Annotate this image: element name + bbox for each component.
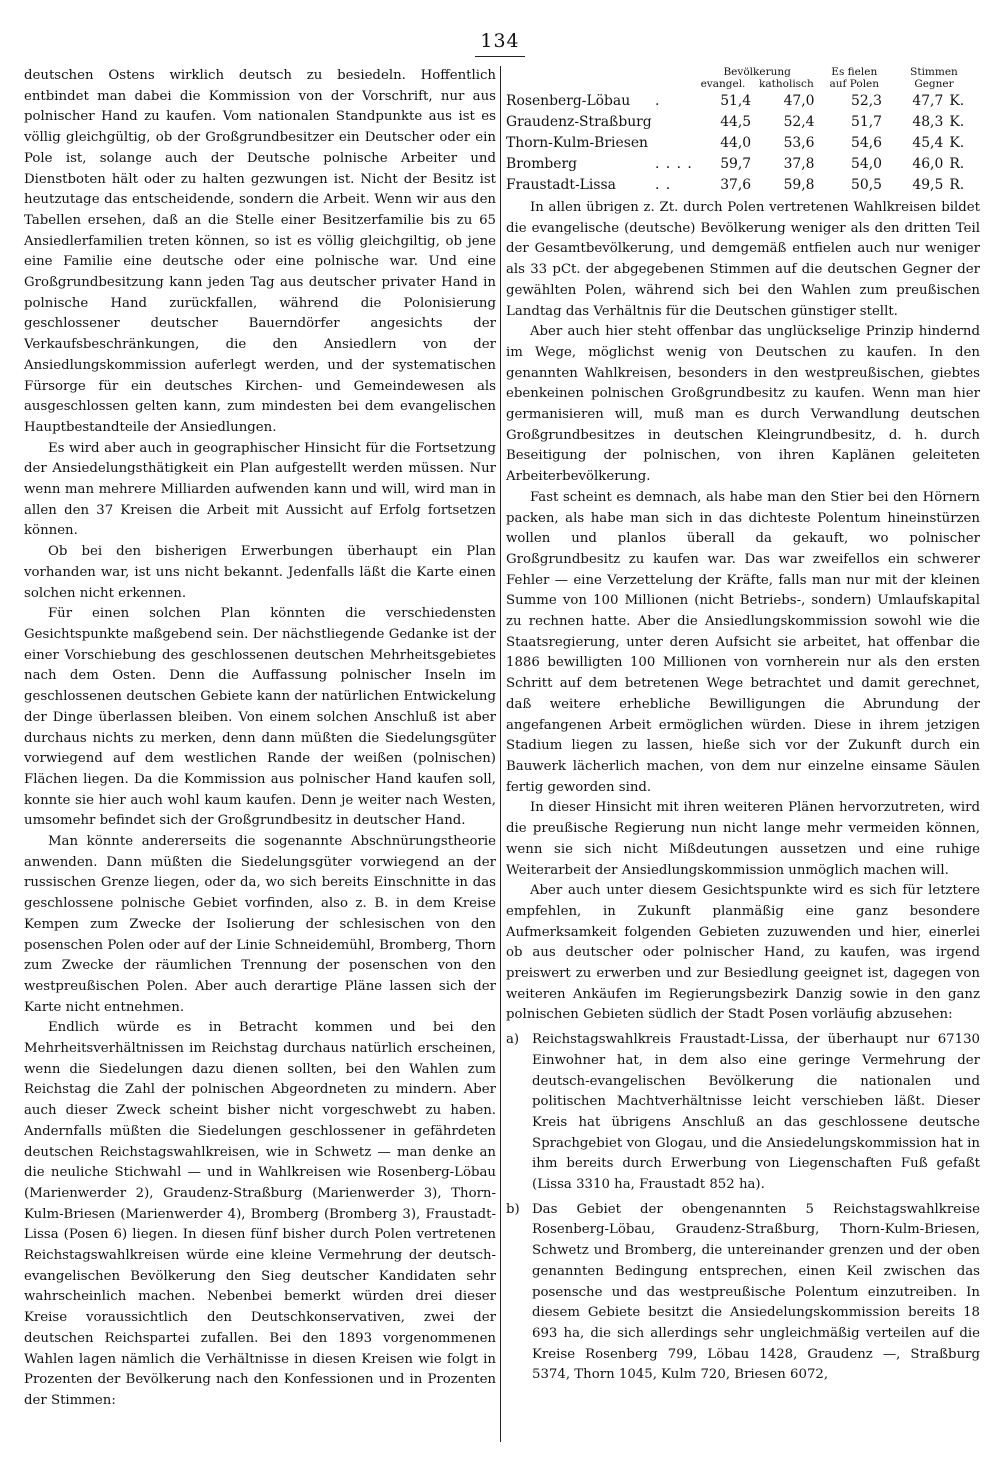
right-column xyxy=(506,66,980,1386)
header-group-label: Stimmen xyxy=(910,66,958,78)
list-item xyxy=(506,1030,980,1196)
evang-value: 44,5 xyxy=(720,114,752,130)
table-row xyxy=(506,175,980,196)
district-name: Thorn-Kulm-Briesen xyxy=(506,135,648,151)
evang-value: 37,6 xyxy=(720,177,752,193)
district-name: Rosenberg-Löbau xyxy=(506,93,631,109)
party-value: K. xyxy=(949,114,965,130)
header-sub-label: auf Polen xyxy=(829,78,880,90)
paragraph: Ob bei den bisherigen Erwerbungen überhaupt ein Plan vorhanden war, ist uns nicht bekannt. Jedenfalls läßt die Karte einen solchen nicht erkennen. xyxy=(24,544,496,601)
leader-dots: . . xyxy=(654,177,672,193)
paragraph: Für einen solchen Plan könnten die verschiedensten Gesichtspunkte maßgebend sein. Der nächstliegende Gedanke ist der einer Vorschiebung des geschlossenen deutschen Mehrheitsgebietes nach dem Osten. Denn die Auffassung polnischer Inseln im geschlossenen deutschen Gebiete kann der natürlichen Entwickelung der Dinge überlassen bleiben. Von einem solchen Anschluß ist aber durchaus nichts zu merken, denn dann müßten die Siedelungsgüter vorwiegend auf dem westlichen Rande der weißen (polnischen) Flächen liegen. Da die Kommission aus polnischer Hand kaufen soll, konnte sie hier auch wohl kaum kaufen. Denn je weiter nach Westen, umsomehr befindet sich der Großgrundbesitz in deutscher Hand. xyxy=(24,606,496,829)
header-group-label: Es fielen xyxy=(831,66,878,78)
header-sub-label: Gegner xyxy=(914,78,954,90)
paragraph: Fast scheint es demnach, als habe man den Stier bei den Hörnern packen, als habe man sich in das dichteste Polentum hineinstürzen wollen und planlos überall da gekauft, wo polnischer Großgrundbesitz zu kaufen war. Das war zweifellos ein schwerer Fehler — eine Verzettelung der Kräfte, falls man nur mit der kleinen Summe von 100 Millionen (nicht Betriebs-, sondern) Umlaufskapital zu rechnen hatte. Aber die Ansiedlungskommission sowohl wie die Staatsregierung, unter deren Aufsicht sie arbeitet, hat offenbar die 1886 bewilligten 100 Millionen von vornherein nur als den ersten Schritt auf dem betretenen Wege betrachtet und damit gerechnet, daß weitere erhebliche Bewilligungen die Abrundung der angefangenen Arbeit ermöglichen würden. Diese in ihrem jetzigen Stadium liegen zu lassen, hieße sich vor der Zukunft durch ein Bauwerk lächerlich machen, von dem nur einzelne einsame Säulen fertig geworden sind. xyxy=(506,489,980,795)
list-item-text: Reichstagswahlkreis Fraustadt-Lissa, der überhaupt nur 67130 Einwohner hat, in dem also eine geringe Vermehrung der deutsch-evangelischen Bevölkerung die nationalen und politischen Machtverhältnisse leicht verschieben läßt. Dieser Kreis hat übrigens Anschluß an das geschlossene deutsche Sprachgebiet von Glogau, und die Ansiedelungskommission hat in ihm bereits durch Erwerbung von Liegenschaften Fuß gefaßt (Lissa 3310 ha, Fraustadt 852 ha). xyxy=(532,1032,980,1193)
gegner-value: 46,0 xyxy=(912,156,944,172)
gegner-value: 45,4 xyxy=(912,135,944,151)
page-number-rule xyxy=(475,56,525,57)
polen-value: 54,6 xyxy=(851,135,882,151)
gegner-value: 47,7 xyxy=(912,93,944,109)
paragraph: Man könnte andererseits die sogenannte Abschnürungstheorie anwenden. Dann müßten die Siedelungsgüter vorwiegend an der russischen Grenze liegen, oder da, wo sich bereits Einschnitte in das geschlossene polnische Gebiet vorfinden, also z. B. in dem Kreise Kempen zum Zwecke der Isolierung der schlesischen von den posenschen Polen oder auf der Linie Schneidemühl, Bromberg, Thorn zum Zwecke der räumlichen Trennung der posenschen von den westpreußischen Polen. Aber auch derartige Pläne lassen sich der Karte nicht entnehmen. xyxy=(24,834,496,1015)
header-evang: evangel. xyxy=(700,78,746,90)
table-row xyxy=(506,112,980,133)
evang-value: 51,4 xyxy=(720,93,752,109)
gegner-value: 49,5 xyxy=(912,177,944,193)
table-header-row xyxy=(506,66,980,91)
kath-value: 37,8 xyxy=(783,156,815,172)
polen-value: 54,0 xyxy=(851,156,882,172)
evang-value: 44,0 xyxy=(720,135,752,151)
district-name: Graudenz-Straßburg xyxy=(506,114,652,130)
header-kath: katholisch xyxy=(759,78,814,90)
paragraph: Es wird aber auch in geographischer Hinsicht für die Fortsetzung der Ansiedelungsthätigkeit ein Plan aufgestellt werden müssen. Nur wenn man mehrere Milliarden aufwenden kann und will, wird man in allen den 37 Kreisen die Arbeit mit Aussicht auf Erfolg fortsetzen können. xyxy=(24,440,496,539)
polen-value: 52,3 xyxy=(851,93,882,109)
paragraph: Aber auch hier steht offenbar das unglückselige Prinzip hindernd im Wege, möglichst wenig von Deutschen zu kaufen. In den genannten Wahlkreisen, besonders in den westpreußischen, giebtes ebenkeinen polnischen Großgrundbesitz zu kaufen. Wenn man hier germanisieren will, muß man es durch Verwandlung deutschen Großgrundbesitzes in deutschen Kleingrundbesitz, d. h. durch Beseitigung der polnischen, von ihren Kaplänen geleiteten Arbeiterbevölkerung. xyxy=(506,324,980,485)
table-row xyxy=(506,91,980,112)
list-item-label: b) xyxy=(506,1201,520,1217)
column-divider xyxy=(500,66,501,1442)
paragraph: Endlich würde es in Betracht kommen und bei den Mehrheitsverhältnissen im Reichstag durchaus natürlich erscheinen, wenn die Siedelungen dazu dienen sollten, bei den Wahlen zum Reichstag die Zahl der polnischen Abgeordneten zu mindern. Aber auch dieser Zweck scheint bisher nicht vorgeschwebt zu haben. Andernfalls müßten die Siedelungen geschlossener in gefährdeten deutschen Reichstagswahlkreisen, wie in Schwetz — man denke an die neuliche Stichwahl — und in Wahlkreisen wie Rosenberg-Löbau (Marienwerder 2), Graudenz-Straßburg (Marienwerder 3), Thorn-Kulm-Briesen (Marienwerder 4), Bromberg (Bromberg 3), Fraustadt-Lissa (Posen 6) liegen. In diesen fünf bisher durch Polen vertretenen Reichstagswahlkreisen würde eine kleine Vermehrung der deutsch-evangelischen Bevölkerung den Sieg deutscher Kandidaten sehr wahrscheinlich machen. Nebenbei bemerkt würden drei dieser Kreise voraussichtlich den Deutschkonservativen, zwei der deutschen Reichspartei zufallen. Bei den 1893 vorgenommenen Wahlen lagen nämlich die Verhältnisse in diesen Kreisen wie folgt in Prozenten der Bevölkerung nach den Konfessionen und in Prozenten der Stimmen: xyxy=(24,1020,496,1408)
paragraph: In dieser Hinsicht mit ihren weiteren Plänen hervorzutreten, wird die preußische Regierung nun nicht lange mehr vermeiden können, wenn sie sich nicht Mißdeutungen aussetzen und eine ruhige Weiterarbeit der Ansiedlungskommission unmöglich machen will. xyxy=(506,800,980,878)
leader-dots xyxy=(655,112,694,133)
table-row xyxy=(506,133,980,154)
party-value: R. xyxy=(949,177,965,193)
kath-value: 59,8 xyxy=(783,177,815,193)
kath-value: 53,6 xyxy=(783,135,815,151)
polen-value: 50,5 xyxy=(851,177,882,193)
leader-dots xyxy=(655,133,694,154)
header-gegner xyxy=(888,66,980,91)
district-name: Bromberg xyxy=(506,156,578,172)
paragraph: Aber auch unter diesem Gesichtspunkte wird es sich für letztere empfehlen, in Zukunft planmäßig eine ganz besondere Aufmerksamkeit folgenden Gebieten zuzuwenden und hier, einerlei ob aus deutscher oder polnischer Hand, zu kaufen, was irgend preiswert zu erwerben und zur Besiedlung geeignet ist, dagegen von weiteren Ankäufen im Regierungsbezirk Danzig sowie in den ganz polnischen Gebieten südlich der Stadt Posen vorläufig abzusehen: xyxy=(506,883,980,1023)
header-sub-labels xyxy=(694,78,821,90)
polen-value: 51,7 xyxy=(851,114,882,130)
party-value: R. xyxy=(949,156,965,172)
list-item-label: a) xyxy=(506,1032,520,1048)
party-value: K. xyxy=(949,135,965,151)
evang-value: 59,7 xyxy=(720,156,752,172)
list-item xyxy=(506,1200,980,1386)
page-number: 134 xyxy=(480,30,520,52)
left-column xyxy=(24,66,496,1412)
list-item-text: Das Gebiet der obengenannten 5 Reichstagswahlkreise Rosenberg-Löbau, Graudenz-Straßburg, Thorn-Kulm-Briesen, Schwetz und Bromberg, die untereinander grenzen und der oben genannten Bedingung entsprechen, einen Keil zwischen das posensche und das westpreußische Polentum einzutreiben. In diesem Gebiete besitzt die Ansiedelungskommission bereits 18 693 ha, die sich allerdings sehr ungleichmäßig verteilen auf die Kreise Rosenberg 799, Löbau 1428, Graudenz —, Straßburg 5374, Thorn 1045, Kulm 720, Briesen 6072, xyxy=(532,1201,980,1383)
header-bevoelkerung xyxy=(694,66,821,91)
gegner-value: 48,3 xyxy=(912,114,944,130)
district-name: Fraustadt-Lissa xyxy=(506,177,616,193)
election-table xyxy=(506,66,980,196)
header-auf-polen xyxy=(821,66,888,91)
kath-value: 52,4 xyxy=(783,114,815,130)
leader-dots: . xyxy=(654,93,661,109)
party-value: K. xyxy=(949,93,965,109)
header-group-label: Bevölkerung xyxy=(723,66,791,78)
kath-value: 47,0 xyxy=(783,93,815,109)
paragraph: deutschen Ostens wirklich deutsch zu besiedeln. Hoffentlich entbindet man dabei die Kommission von der Vorschrift, nur aus polnischer Hand zu kaufen. Vom nationalen Standpunkte aus ist es völlig gleichgültig, ob der Großgrundbesitzer ein Deutscher oder ein Pole ist, solange auch der Deutsche polnische Arbeiter und Dienstboten hält oder zu halten gezwungen ist. Nicht der Besitz ist heutzutage das entscheidende, sondern die Arbeit. Wenn wir aus den Tabellen ersehen, daß an die Stelle einer Besitzerfamilie bis zu 65 Ansiedlerfamilien treten können, so ist es völlig gleichgiltig, ob jene eine Familie eine deutsche oder eine polnische war. Und eine Großgrundbesitzung kann jeden Tag aus deutscher privater Hand in polnische Hand zurückfallen, während die Polonisierung geschlossener deutscher Bauerndörfer angesichts der Verkaufsbeschränkungen, die den Ansiedlern von der Ansiedlungskommission auferlegt werden, und der systematischen Fürsorge für ein deutsches Kirchen- und Gemeindewesen als ausgeschlossen gelten kann, zum mindesten bei dem evangelischen Hauptbestandteile der Ansiedlungen. xyxy=(24,68,496,435)
paragraph: In allen übrigen z. Zt. durch Polen vertretenen Wahlkreisen bildet die evangelische (deutsche) Bevölkerung weniger als den dritten Teil der Gesamtbevölkerung, und demgemäß entfielen auch nur weniger als 33 pCt. der abgegebenen Stimmen auf die deutschen Gegner der gewählten Polen, während sich bei den Wahlen zum preußischen Landtag das Verhältnis für die Deutschen günstiger stellt. xyxy=(506,200,980,319)
table-row xyxy=(506,154,980,175)
leader-dots: . . . . xyxy=(654,156,693,172)
